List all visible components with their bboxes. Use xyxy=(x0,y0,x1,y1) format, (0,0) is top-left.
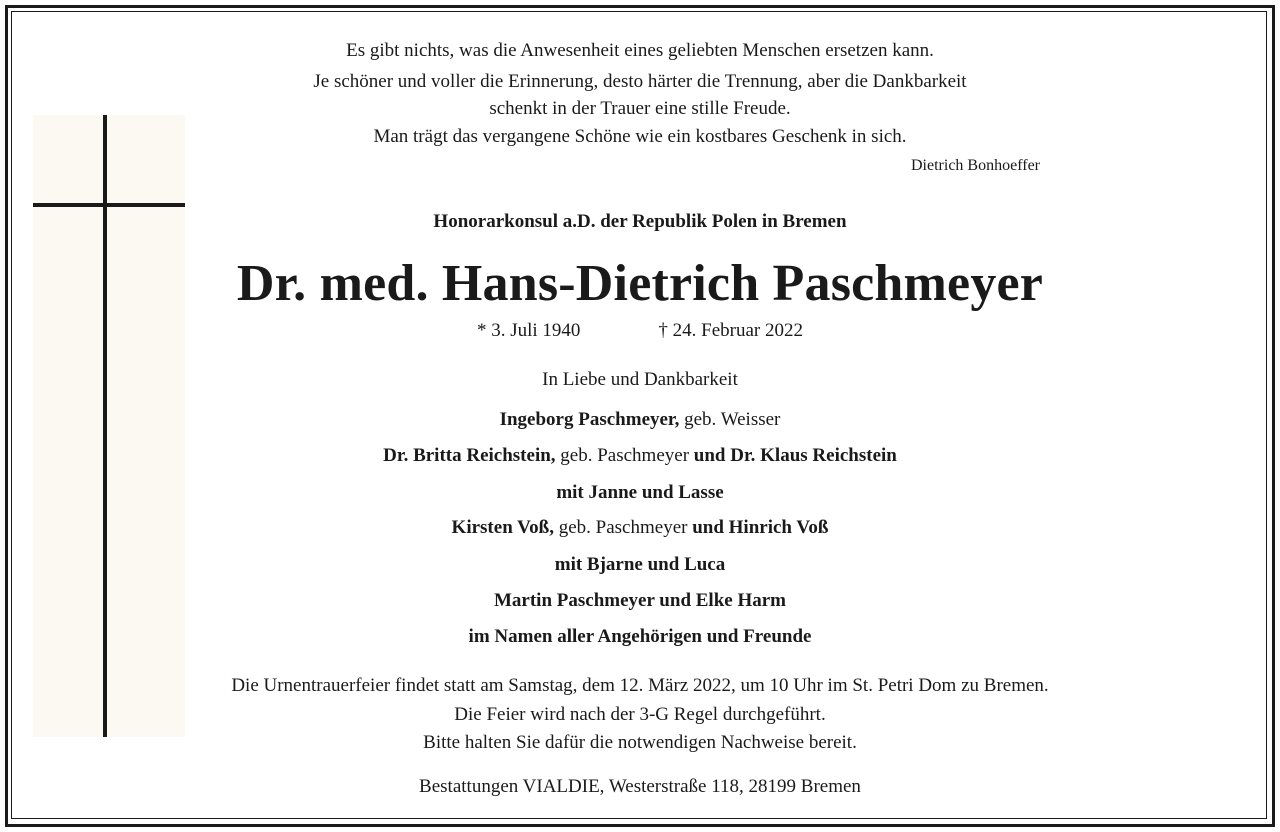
mourner-line xyxy=(0,518,1280,537)
cross-icon-bar xyxy=(33,203,185,207)
mourner-name: Dr. Britta Reichstein, xyxy=(383,445,556,466)
mourner-partner: und Hinrich Voß xyxy=(692,517,829,538)
mourner-line xyxy=(0,446,1280,465)
undertaker: Bestattungen VIALDIE, Westerstraße 118, 28199 Bremen xyxy=(419,776,861,797)
quote-line: schenkt in der Trauer eine stille Freude. xyxy=(489,98,791,119)
mourner-name: Ingeborg Paschmeyer, xyxy=(499,409,680,430)
quote-line: Man trägt das vergangene Schöne wie ein kostbares Geschenk in sich. xyxy=(373,126,907,147)
quote-author: Dietrich Bonhoeffer xyxy=(911,157,1040,174)
ceremony-line: Die Feier wird nach der 3-G Regel durchgeführt. xyxy=(454,704,826,725)
deceased-name: Dr. med. Hans-Dietrich Paschmeyer xyxy=(236,255,1044,312)
mourner-name: Kirsten Voß, xyxy=(451,517,554,538)
deceased-title: Honorarkonsul a.D. der Republik Polen in Bremen xyxy=(433,211,847,232)
mourner-nee: geb. Weisser xyxy=(679,409,781,430)
mourner-partner: und Dr. Klaus Reichstein xyxy=(693,445,897,466)
mourner-line: Martin Paschmeyer und Elke Harm xyxy=(493,590,786,611)
life-dates xyxy=(0,321,1280,340)
ceremony-line: Die Urnentrauerfeier findet statt am Samstag, dem 12. März 2022, um 10 Uhr im St. Petri Dom zu Bremen. xyxy=(231,675,1049,696)
mourners-intro: In Liebe und Dankbarkeit xyxy=(542,369,738,390)
mourner-line: im Namen aller Angehörigen und Freunde xyxy=(468,626,812,647)
mourner-line xyxy=(0,410,1280,429)
ceremony-line: Bitte halten Sie dafür die notwendigen Nachweise bereit. xyxy=(423,732,857,753)
quote-line: Es gibt nichts, was die Anwesenheit eines geliebten Menschen ersetzen kann. xyxy=(346,40,934,61)
mourner-line: mit Bjarne und Luca xyxy=(554,554,726,575)
mourner-nee: geb. Paschmeyer xyxy=(553,517,693,538)
mourner-nee: geb. Paschmeyer xyxy=(555,445,694,466)
mourner-line: mit Janne und Lasse xyxy=(556,482,724,503)
death-date: † 24. Februar 2022 xyxy=(658,320,804,341)
quote-line: Je schöner und voller die Erinnerung, desto härter die Trennung, aber die Dankbarkeit xyxy=(313,71,967,92)
birth-date: * 3. Juli 1940 xyxy=(476,320,581,341)
